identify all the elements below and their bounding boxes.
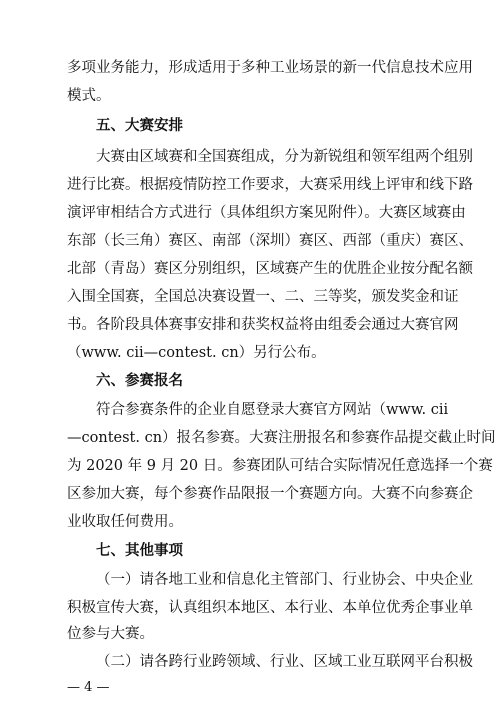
paragraph-line: 多项业务能力，形成适用于多种工业场景的新一代信息技术应用	[67, 60, 473, 76]
paragraph-line: 区参加大赛，每个参赛作品限报一个赛题方向。大赛不向参赛企	[67, 486, 473, 502]
paragraph-line: 入围全国赛，全国总决赛设置一、二、三等奖，颁发奖金和证	[67, 289, 459, 305]
paragraph-line: 大赛由区域赛和全国赛组成，分为新锐组和领军组两个组别	[96, 149, 473, 165]
paragraph-line: —contest. cn）报名参赛。大赛注册报名和参赛作品提交截止时间	[67, 430, 496, 446]
paragraph-line: （www. cii—contest. cn）另行公布。	[67, 345, 326, 361]
paragraph-line: 位参与大赛。	[67, 626, 154, 642]
section-heading: 七、其他事项	[96, 542, 183, 559]
paragraph-line: 积极宣传大赛，认真组织本地区、本行业、本单位优秀企事业单	[67, 600, 473, 616]
section-heading: 六、参赛报名	[96, 372, 183, 389]
paragraph-line: （一）请各地工业和信息化主管部门、行业协会、中央企业	[96, 572, 473, 588]
paragraph-line: 演评审相结合方式进行（具体组织方案见附件）。大赛区域赛由	[67, 205, 466, 221]
paragraph-line: 符合参赛条件的企业自愿登录大赛官方网站（www. cii	[96, 402, 449, 418]
paragraph-line: 业收取任何费用。	[67, 514, 183, 530]
section-heading: 五、大赛安排	[96, 117, 183, 134]
paragraph-line: 北部（青岛）赛区分别组织，区域赛产生的优胜企业按分配名额	[67, 261, 473, 277]
paragraph-line: 书。各阶段具体赛事安排和获奖权益将由组委会通过大赛官网	[67, 317, 459, 333]
paragraph-line: 进行比赛。根据疫情防控工作要求，大赛采用线上评审和线下路	[67, 177, 473, 193]
paragraph-line: 模式。	[67, 88, 111, 104]
page-number: — 4 —	[67, 680, 110, 695]
paragraph-line: 东部（长三角）赛区、南部（深圳）赛区、西部（重庆）赛区、	[67, 233, 473, 249]
paragraph-line: 为 2020 年 9 月 20 日。参赛团队可结合实际情况任意选择一个赛	[67, 458, 493, 474]
paragraph-line: （二）请各跨行业跨领域、行业、区域工业互联网平台积极	[96, 654, 473, 670]
